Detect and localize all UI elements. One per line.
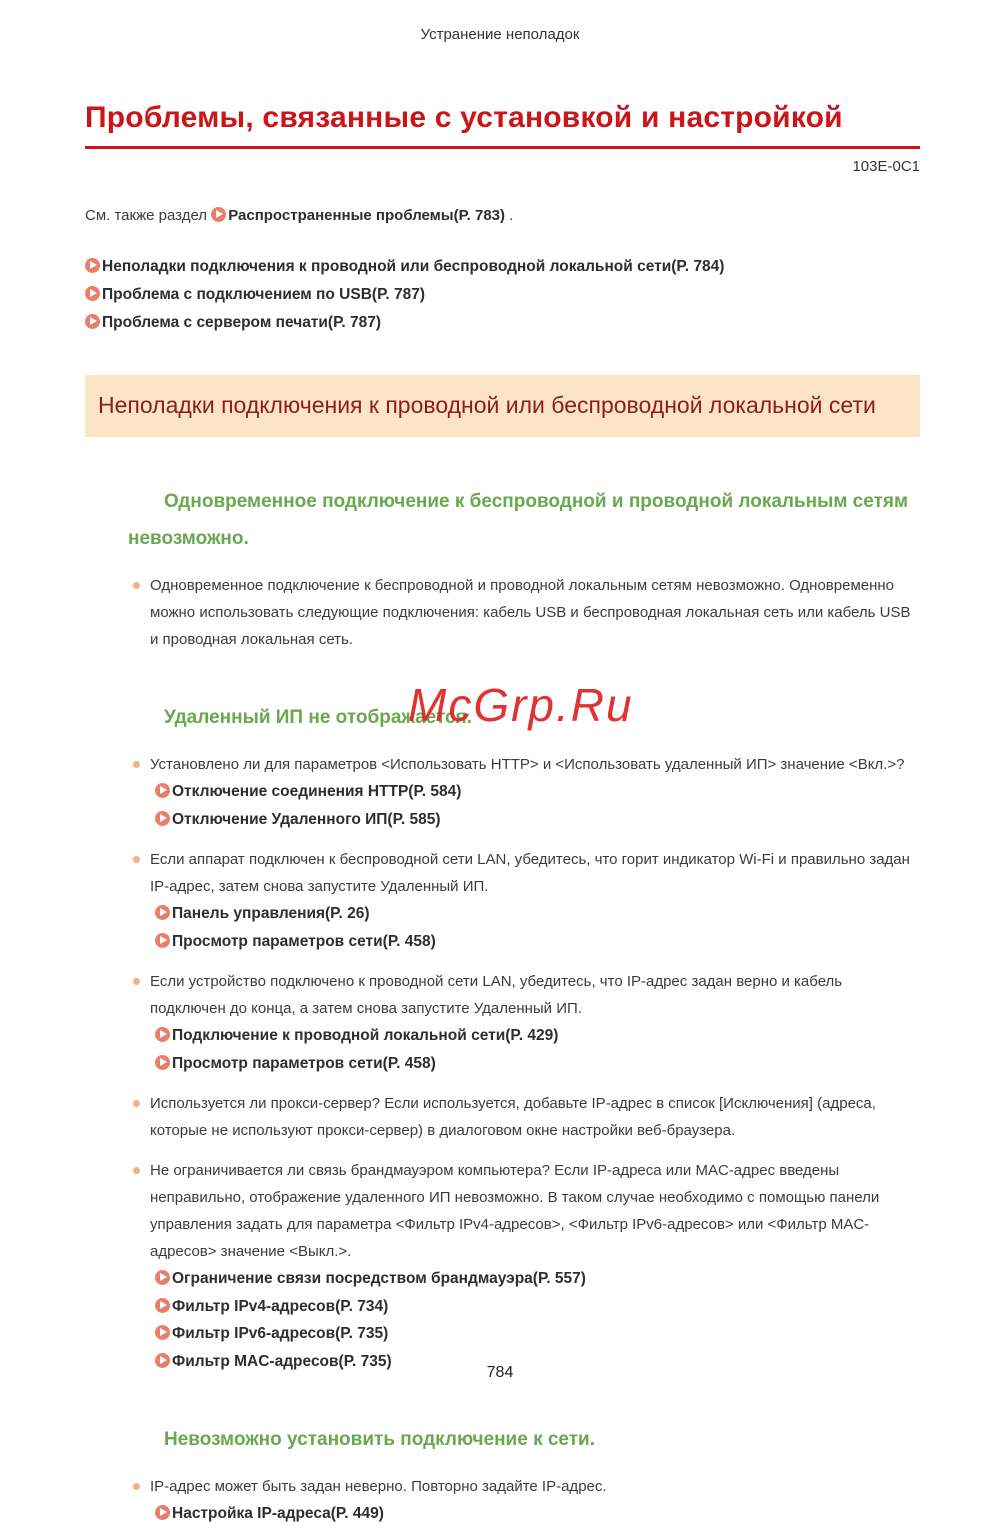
reference-link-label: Отключение соединения HTTP(P. 584) bbox=[172, 783, 462, 800]
bullet-text: Установлено ли для параметров <Использовать HTTP> и <Использовать удаленный ИП> значение <Вкл.>? bbox=[150, 756, 905, 773]
reference-links bbox=[155, 1265, 915, 1375]
reference-links bbox=[155, 900, 915, 955]
link-arrow-icon bbox=[155, 933, 170, 948]
toc-link-label: Неполадки подключения к проводной или беспроводной локальной сети(P. 784) bbox=[102, 258, 725, 275]
reference-links bbox=[155, 778, 915, 833]
toc-link-label: Проблема с сервером печати(P. 787) bbox=[102, 314, 382, 331]
reference-links bbox=[155, 1022, 915, 1077]
bullet-item bbox=[150, 846, 915, 955]
link-arrow-icon bbox=[155, 905, 170, 920]
bullet-text: Если аппарат подключен к беспроводной сети LAN, убедитесь, что горит индикатор Wi-Fi и правильно задан IP-адрес, затем снова запустите Удаленный ИП. bbox=[150, 851, 910, 895]
bullet-item bbox=[150, 1473, 915, 1528]
link-arrow-icon bbox=[155, 811, 170, 826]
link-arrow-icon bbox=[155, 1505, 170, 1520]
doc-code: 103E-0C1 bbox=[852, 158, 920, 175]
reference-link-label: Просмотр параметров сети(P. 458) bbox=[172, 1054, 436, 1072]
bullet-item bbox=[150, 572, 915, 653]
subsection-heading: Одновременное подключение к беспроводной и проводной локальным сетям невозможно. bbox=[128, 491, 909, 549]
bullet-text: IP-адрес может быть задан неверно. Повторно задайте IP-адрес. bbox=[150, 1478, 607, 1495]
toc-link-usb[interactable] bbox=[85, 281, 920, 309]
reference-link[interactable] bbox=[155, 778, 915, 806]
bullet-list bbox=[150, 572, 915, 653]
link-arrow-icon bbox=[155, 783, 170, 798]
bullet-list bbox=[150, 751, 915, 1375]
reference-link[interactable] bbox=[155, 1265, 915, 1293]
link-arrow-icon bbox=[85, 314, 100, 329]
bullet-text: Используется ли прокси-сервер? Если используется, добавьте IP-адрес в список [Исключения] (адреса, которые не используют прокси-сервер) в диалоговом окне настройки веб-браузера. bbox=[150, 1095, 876, 1139]
reference-link-label: Фильтр MAC-адресов(P. 735) bbox=[172, 1352, 392, 1370]
toc-link-print-server[interactable] bbox=[85, 309, 920, 337]
reference-link[interactable] bbox=[155, 1293, 915, 1321]
link-arrow-icon bbox=[155, 1325, 170, 1340]
subsection-heading: Удаленный ИП не отображается. bbox=[164, 707, 472, 728]
bullet-text: Одновременное подключение к беспроводной и проводной локальным сетям невозможно. Одновременно можно использовать следующие подключения: кабель USB и беспроводная локальная сеть или кабель USB и проводная локальная сеть. bbox=[150, 577, 911, 648]
bullet-text: Не ограничивается ли связь брандмауэром компьютера? Если IP-адреса или MAC-адрес введены неправильно, отображение удаленного ИП невозможно. В таком случае необходимо с помощью панели управления задать для параметра <Фильтр IPv4-адресов>, <Фильтр IPv6-адресов> или <Фильтр MAC-адресов> значение <Выкл.>. bbox=[150, 1162, 880, 1260]
reference-link-label: Фильтр IPv4-адресов(P. 734) bbox=[172, 1297, 389, 1315]
reference-link-label: Подключение к проводной локальной сети(P. 429) bbox=[172, 1027, 559, 1044]
page-number: 784 bbox=[486, 1364, 514, 1381]
link-arrow-icon bbox=[85, 258, 100, 273]
reference-link-label: Просмотр параметров сети(P. 458) bbox=[172, 932, 436, 950]
page-title: Проблемы, связанные с установкой и настройкой bbox=[85, 99, 920, 149]
subsection-heading: Невозможно установить подключение к сети. bbox=[164, 1429, 596, 1450]
watermark: McGrp.Ru bbox=[408, 679, 634, 731]
reference-link[interactable] bbox=[155, 900, 915, 928]
bullet-list bbox=[150, 1473, 915, 1528]
see-also-line bbox=[85, 202, 920, 229]
link-arrow-icon bbox=[85, 286, 100, 301]
toc-link-lan[interactable] bbox=[85, 253, 920, 281]
reference-links bbox=[155, 1500, 915, 1528]
section-box-title: Неполадки подключения к проводной или беспроводной локальной сети bbox=[85, 375, 920, 437]
see-also-link[interactable] bbox=[211, 207, 505, 224]
link-arrow-icon bbox=[155, 1027, 170, 1042]
reference-link[interactable] bbox=[155, 1500, 915, 1528]
link-arrow-icon bbox=[155, 1298, 170, 1313]
page-content bbox=[85, 99, 920, 1528]
bullet-item bbox=[150, 1090, 915, 1144]
reference-link-label: Панель управления(P. 26) bbox=[172, 905, 370, 922]
reference-link[interactable] bbox=[155, 928, 915, 956]
reference-link[interactable] bbox=[155, 1022, 915, 1050]
toc-links bbox=[85, 253, 920, 337]
see-also-link-label: Распространенные проблемы(P. 783) bbox=[228, 207, 506, 224]
reference-link[interactable] bbox=[155, 806, 915, 834]
see-also-suffix: . bbox=[505, 207, 514, 224]
reference-link-label: Отключение Удаленного ИП(P. 585) bbox=[172, 810, 441, 828]
link-arrow-icon bbox=[155, 1270, 170, 1285]
reference-link-label: Фильтр IPv6-адресов(P. 735) bbox=[172, 1325, 389, 1342]
link-arrow-icon bbox=[211, 207, 226, 222]
reference-link[interactable] bbox=[155, 1320, 915, 1348]
bullet-item bbox=[150, 1157, 915, 1375]
reference-link[interactable] bbox=[155, 1050, 915, 1078]
bullet-item bbox=[150, 968, 915, 1077]
bullet-item bbox=[150, 751, 915, 833]
see-also-prefix: См. также раздел bbox=[85, 207, 212, 224]
bullet-text: Если устройство подключено к проводной сети LAN, убедитесь, что IP-адрес задан верно и кабель подключен до конца, а затем снова запустите Удаленный ИП. bbox=[150, 973, 843, 1017]
link-arrow-icon bbox=[155, 1055, 170, 1070]
reference-link-label: Настройка IP-адреса(P. 449) bbox=[172, 1505, 384, 1522]
toc-link-label: Проблема с подключением по USB(P. 787) bbox=[102, 286, 426, 303]
reference-link-label: Ограничение связи посредством брандмауэра(P. 557) bbox=[172, 1270, 586, 1287]
running-header: Устранение неполадок bbox=[420, 26, 580, 43]
